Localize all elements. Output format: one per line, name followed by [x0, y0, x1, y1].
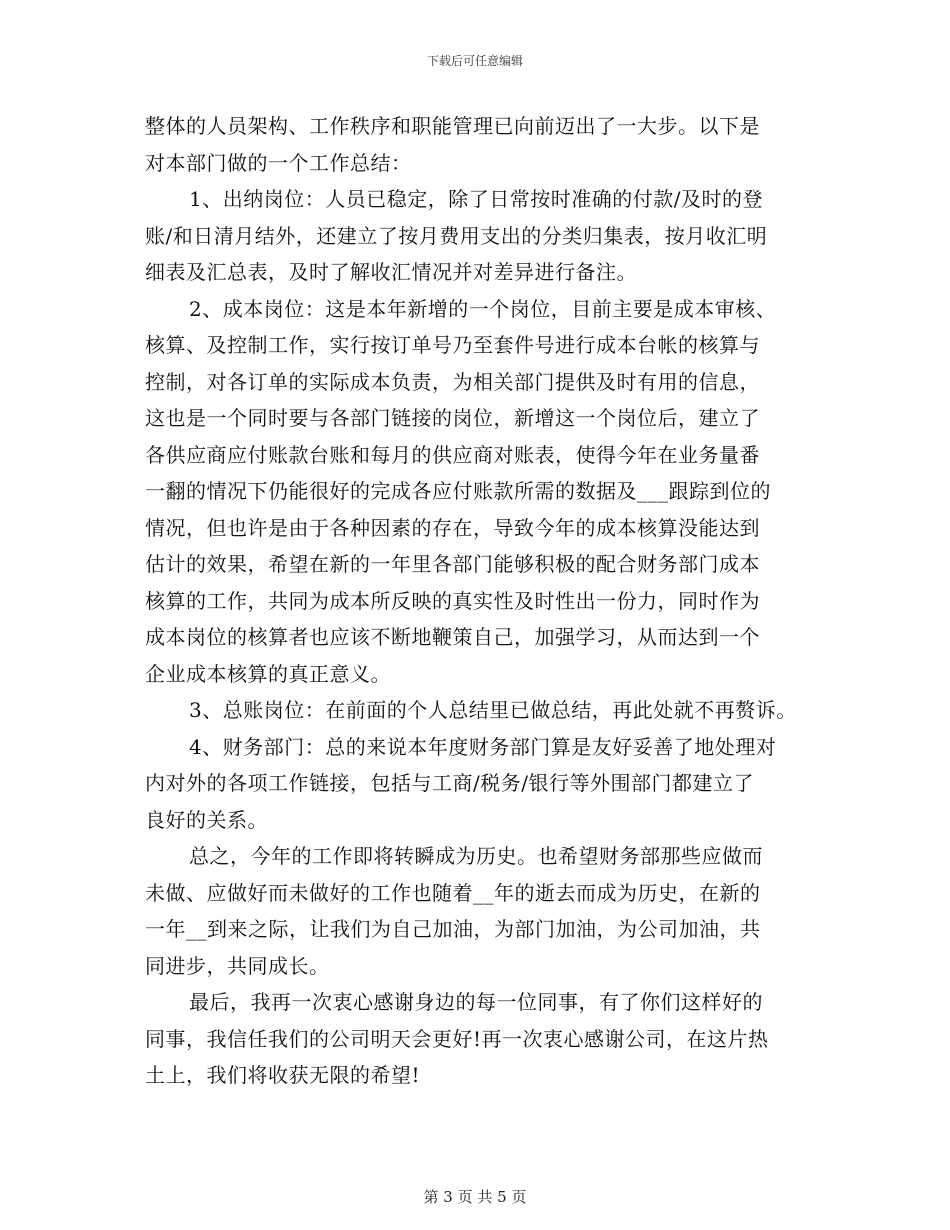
body-line: 这也是一个同时要与各部门链接的岗位，新增这一个岗位后，建立了 [145, 406, 760, 430]
body-line: 最后，我再一次衷心感谢身边的每一位同事，有了你们这样好的 [189, 990, 763, 1014]
body-line: 账/和日清月结外，还建立了按月费用支出的分类归集表，按月收汇明 [145, 223, 768, 248]
body-line: 3、总账岗位：在前面的个人总结里已做总结，再此处就不再赘诉。 [189, 698, 797, 722]
body-line: 4、财务部门：总的来说本年度财务部门算是友好妥善了地处理对 [189, 734, 777, 759]
body-line: 一翻的情况下仍能很好的完成各应付账款所需的数据及___跟踪到位的 [145, 479, 771, 503]
body-line: 总之，今年的工作即将转瞬成为历史。也希望财务部那些应做而 [189, 844, 763, 868]
body-line: 成本岗位的核算者也应该不断地鞭策自己，加强学习，从而达到一个 [145, 625, 760, 649]
body-line: 同进步，共同成长。 [145, 953, 330, 978]
body-line: 各供应商应付账款台账和每月的供应商对账表，使得今年在业务量番 [145, 442, 760, 467]
body-line: 1、出纳岗位：人员已稳定，除了日常按时准确的付款/及时的登 [189, 187, 763, 211]
body-line: 未做、应做好而未做好的工作也随着__年的逝去而成为历史，在新的 [145, 880, 761, 905]
body-line: 控制，对各订单的实际成本负责，为相关部门提供及时有用的信息， [145, 369, 760, 394]
body-line: 对本部门做的一个工作总结： [145, 150, 412, 175]
body-line: 一年__到来之际，让我们为自己加油，为部门加油，为公司加油，共 [145, 917, 761, 941]
body-line: 企业成本核算的真正意义。 [145, 661, 391, 686]
body-line: 2、成本岗位：这是本年新增的一个岗位，目前主要是成本审核、 [189, 296, 777, 321]
body-line: 良好的关系。 [145, 807, 268, 832]
body-line: 细表及汇总表，及时了解收汇情况并对差异进行备注。 [145, 260, 637, 284]
body-line: 同事，我信任我们的公司明天会更好!再一次衷心感谢公司，在这片热 [145, 1026, 769, 1051]
body-line: 内对外的各项工作链接，包括与工商/税务/银行等外围部门都建立了 [145, 771, 754, 795]
body-line: 情况，但也许是由于各种因素的存在，导致今年的成本核算没能达到 [145, 515, 760, 540]
body-line: 土上，我们将收获无限的希望! [145, 1063, 421, 1087]
body-line: 估计的效果，希望在新的一年里各部门能够积极的配合财务部门成本 [145, 552, 760, 576]
body-line: 整体的人员架构、工作秩序和职能管理已向前迈出了一大步。以下是 [145, 114, 760, 138]
page-number-footer: 第 3 页 共 5 页 [423, 1188, 527, 1206]
page-header: 下载后可任意编辑 [426, 54, 523, 68]
body-line: 核算、及控制工作，实行按订单号乃至套件号进行成本台帐的核算与 [145, 333, 760, 357]
document-body [145, 108, 815, 1094]
body-line: 核算的工作，共同为成本所反映的真实性及时性出一份力，同时作为 [145, 588, 760, 613]
